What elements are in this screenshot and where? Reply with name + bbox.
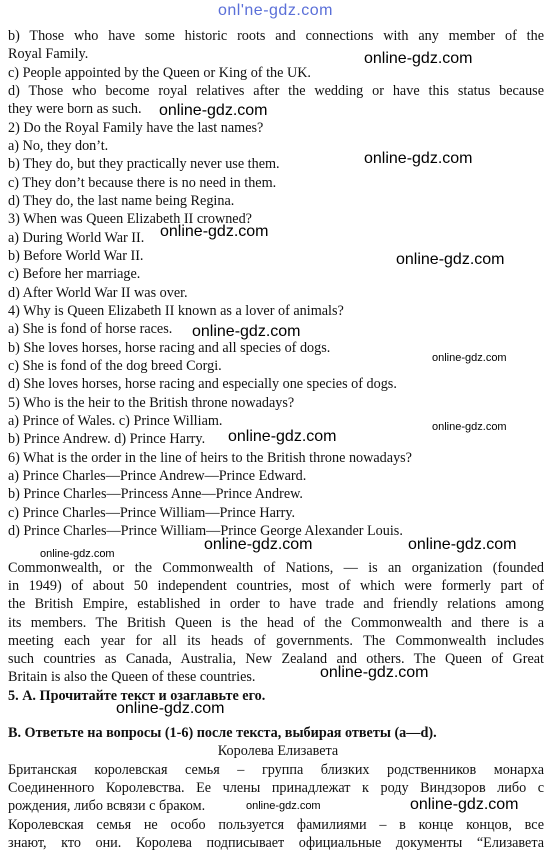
text-line: знают, кто они. Королева подписывает официальные документы “Елизавета bbox=[8, 835, 544, 851]
text-line: Royal Family. bbox=[8, 46, 89, 62]
watermark: online-gdz.com bbox=[228, 428, 337, 445]
text-line: b) Prince Charles—Princess Anne—Prince Andrew. bbox=[8, 486, 303, 502]
text-line: Britain is also the Queen of these countries. bbox=[8, 669, 256, 685]
watermark-top: onl'ne-gdz.com bbox=[218, 2, 333, 19]
text-line: c) Prince Charles—Prince William—Prince Harry. bbox=[8, 505, 296, 521]
text-line: b) They do, but they practically never use them. bbox=[8, 156, 280, 172]
watermark: online-gdz.com bbox=[408, 536, 517, 553]
exercise-heading: 5. А. Прочитайте текст и озаглавьте его. bbox=[8, 688, 266, 704]
text-line: 4) Why is Queen Elizabeth II known as a lover of animals? bbox=[8, 303, 344, 319]
watermark: online-gdz.com bbox=[160, 223, 269, 240]
text-line: a) She is fond of horse races. bbox=[8, 321, 173, 337]
watermark: online-gdz.com bbox=[410, 796, 519, 813]
text-line: a) Prince Charles—Prince Andrew—Prince Edward. bbox=[8, 468, 307, 484]
text-line: 3) When was Queen Elizabeth II crowned? bbox=[8, 211, 252, 227]
text-line: a) Prince of Wales. c) Prince William. bbox=[8, 413, 223, 429]
watermark: online-gdz.com bbox=[364, 150, 473, 167]
text-line: in 1949) of about 50 independent countries, most of which were formerly part of bbox=[8, 578, 544, 594]
text-line: b) She loves horses, horse racing and all species of dogs. bbox=[8, 340, 331, 356]
text-line: d) They do, the last name being Regina. bbox=[8, 193, 235, 209]
watermark: online-gdz.com bbox=[396, 251, 505, 268]
text-line: рождения, либо всвязи с браком. bbox=[8, 798, 206, 814]
watermark: online-gdz.com bbox=[320, 664, 429, 681]
text-line: a) During World War II. bbox=[8, 230, 145, 246]
text-title: Королева Елизавета bbox=[217, 743, 339, 759]
text-line: 6) What is the order in the line of heirs to the British throne nowadays? bbox=[8, 450, 412, 466]
text-line: Соединенного Королевства. Ее члены принадлежат к роду Виндзоров либо с bbox=[8, 780, 544, 796]
watermark: online-gdz.com bbox=[159, 102, 268, 119]
text-line: b) Before World War II. bbox=[8, 248, 144, 264]
text-line: Британская королевская семья – группа близких родственников монарха bbox=[8, 762, 544, 778]
text-line: d) Those who become royal relatives after the wedding or have this status because bbox=[8, 83, 544, 99]
text-line: d) Prince Charles—Prince William—Prince George Alexander Louis. bbox=[8, 523, 403, 539]
text-line: c) She is fond of the dog breed Corgi. bbox=[8, 358, 222, 374]
text-line: its members. The British Queen is the head of the Commonwealth and there is a bbox=[8, 615, 544, 631]
watermark: online-gdz.com bbox=[40, 548, 115, 560]
text-line: b) Those who have some historic roots and connections with any member of the bbox=[8, 28, 544, 44]
watermark: online-gdz.com bbox=[116, 700, 225, 717]
text-line: Commonwealth, or the Commonwealth of Nations, — is an organization (founded bbox=[8, 560, 544, 576]
text-line: meeting each year for all its heads of governments. The Commonwealth includes bbox=[8, 633, 544, 649]
text-line: they were born as such. bbox=[8, 101, 142, 117]
text-line: d) She loves horses, horse racing and especially one species of dogs. bbox=[8, 376, 397, 392]
text-line: c) Before her marriage. bbox=[8, 266, 141, 282]
text-line: a) No, they don’t. bbox=[8, 138, 109, 154]
text-line: b) Prince Andrew. d) Prince Harry. bbox=[8, 431, 206, 447]
text-line: d) After World War II was over. bbox=[8, 285, 188, 301]
watermark: online-gdz.com bbox=[364, 50, 473, 67]
watermark: online-gdz.com bbox=[204, 536, 313, 553]
text-line: 2) Do the Royal Family have the last names? bbox=[8, 120, 264, 136]
watermark: online-gdz.com bbox=[246, 800, 321, 812]
watermark: online-gdz.com bbox=[192, 323, 301, 340]
watermark: online-gdz.com bbox=[432, 352, 507, 364]
text-line: c) They don’t because there is no need in them. bbox=[8, 175, 277, 191]
text-line: the British Empire, established in order to have trade and friendly relations among bbox=[8, 596, 544, 612]
text-line: Королевская семья не особо пользуется фамилиями – в конце концов, все bbox=[8, 817, 544, 833]
text-line: 5) Who is the heir to the British throne nowadays? bbox=[8, 395, 295, 411]
watermark: online-gdz.com bbox=[432, 421, 507, 433]
text-line: such countries as Canada, Australia, New Zealand and others. The Queen of Great bbox=[8, 651, 544, 667]
exercise-heading: В. Ответьте на вопросы (1-6) после текста, выбирая ответы (а—d). bbox=[8, 725, 437, 741]
text-line: c) People appointed by the Queen or King of the UK. bbox=[8, 65, 311, 81]
